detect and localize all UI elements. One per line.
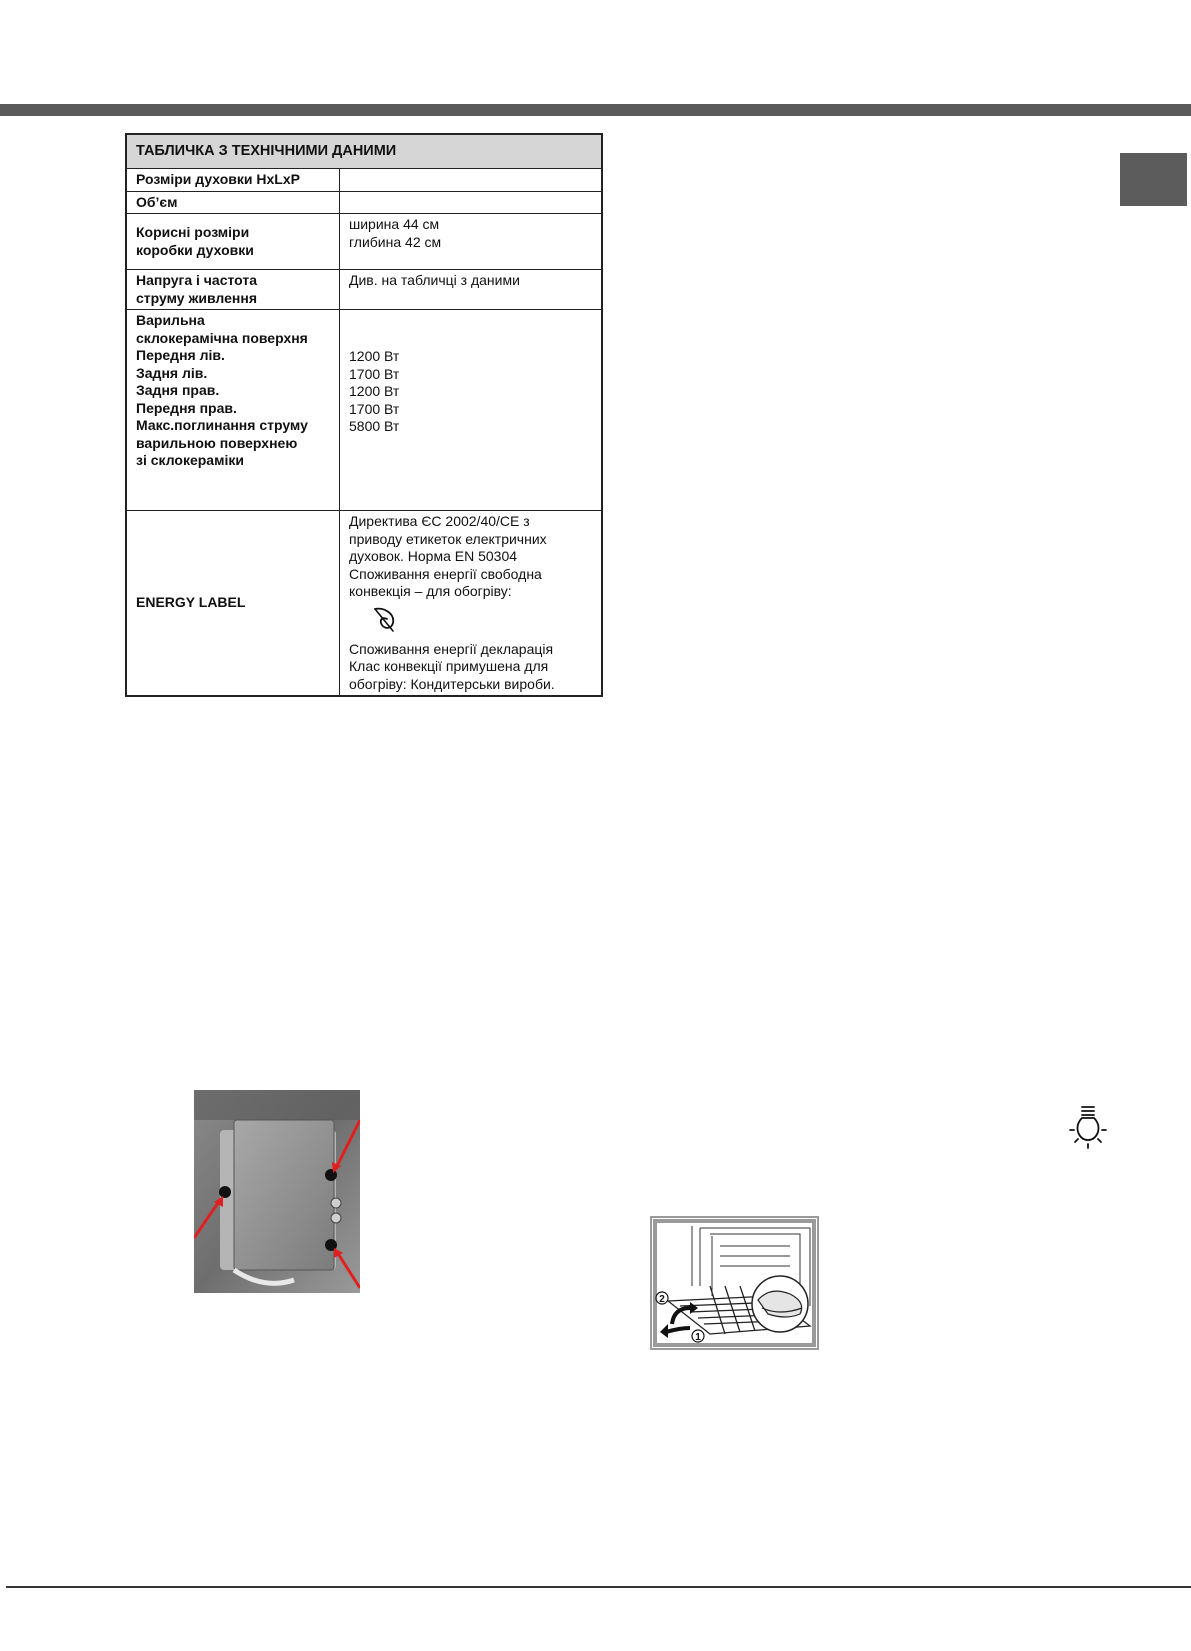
label-line: Передня прав.: [136, 399, 237, 416]
step-1-label: 1: [695, 1332, 701, 1343]
table-row: [126, 270, 602, 310]
label-line: коробки духовки: [136, 241, 254, 258]
dimensions-label: Розміри духовки HxLxP: [126, 169, 340, 192]
table-row: [126, 169, 602, 192]
value-line: 1700 Вт: [349, 365, 400, 382]
value-line: обогріву: Кондитерськи вироби.: [349, 675, 555, 692]
label-line: Задня прав.: [136, 382, 220, 398]
oven-rack-illustration: [650, 1216, 819, 1350]
label-line: зі склокераміки: [136, 452, 244, 468]
label-line: Корисні розміри: [136, 224, 250, 240]
energy-label: ENERGY LABEL: [126, 511, 340, 697]
value-line: Споживання енергії свободна: [349, 565, 542, 582]
value-line: глибина 42 см: [349, 233, 442, 250]
header-bar: [0, 104, 1191, 116]
step-2-label: 2: [659, 1294, 665, 1305]
label-line: Напруга і частота: [136, 272, 258, 288]
label-line: струму живлення: [136, 289, 257, 306]
hob-label: [126, 310, 340, 511]
dimensions-value: [340, 169, 603, 192]
eco-leaf-icon: [369, 605, 401, 635]
value-line: Клас конвекції примушена для: [349, 658, 549, 674]
table-row: [126, 310, 602, 511]
footer-rule: [6, 1586, 1191, 1588]
light-bulb-icon: [1068, 1104, 1108, 1150]
table-row: [126, 191, 602, 214]
value-line: конвекція – для обогріву:: [349, 583, 512, 599]
label-line: Передня лів.: [136, 347, 225, 363]
label-line: Варильна: [136, 312, 205, 328]
useful-dims-label: [126, 214, 340, 270]
hob-value: [340, 310, 603, 511]
volume-label: Об’єм: [126, 191, 340, 214]
table-header-row: [126, 134, 602, 169]
energy-value: [340, 511, 603, 697]
useful-dims-value: [340, 214, 603, 270]
value-line: 1200 Вт: [349, 348, 400, 364]
value-line: 5800 Вт: [349, 418, 400, 434]
value-line: 1200 Вт: [349, 383, 400, 399]
language-tab: [1120, 153, 1187, 206]
table-row: [126, 511, 602, 697]
lamp-cover-photo: [194, 1090, 360, 1293]
technical-data-table: [125, 133, 603, 697]
label-line: склокерамічна поверхня: [136, 329, 308, 346]
value-line: приводу етикеток електричних: [349, 530, 547, 547]
value-line: духовок. Норма EN 50304: [349, 548, 518, 564]
table-title: ТАБЛИЧКА З ТЕХНІЧНИМИ ДАНИМИ: [126, 134, 602, 169]
value-line: 1700 Вт: [349, 400, 400, 417]
value-line: ширина 44 см: [349, 216, 440, 232]
value-line: Директива ЄС 2002/40/CE з: [349, 513, 530, 529]
volume-value: [340, 191, 603, 214]
power-supply-value: Див. на табличці з даними: [340, 270, 603, 310]
label-line: Макс.поглинання струму: [136, 417, 308, 433]
value-line: Споживання енергії декларація: [349, 640, 554, 657]
table-row: [126, 214, 602, 270]
label-line: варильною поверхнею: [136, 434, 298, 451]
label-line: Задня лів.: [136, 364, 208, 381]
power-supply-label: [126, 270, 340, 310]
